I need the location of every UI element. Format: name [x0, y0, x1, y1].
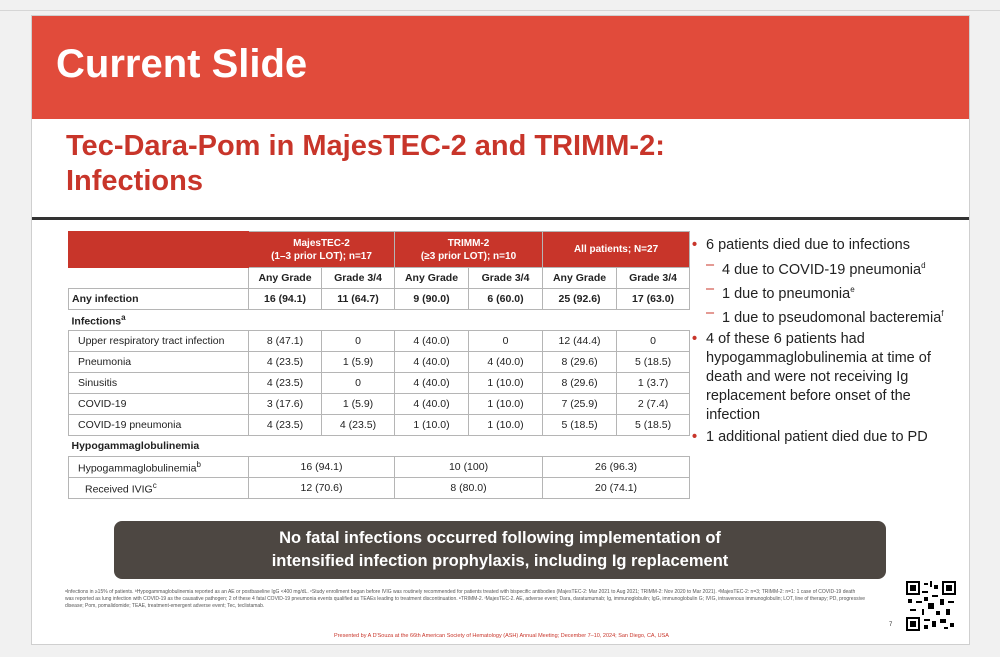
page-number: 7: [889, 622, 893, 628]
banner-line1: No fatal infections occurred following implementation of: [279, 529, 721, 547]
table-cell: 8 (29.6): [543, 373, 617, 394]
dash-icon: –: [706, 257, 715, 273]
table-cell: 8 (80.0): [395, 478, 543, 499]
key-message-banner: [114, 521, 886, 579]
sub-bullet-item: – 1 due to pseudomonal bacteremia$^f$: [706, 304, 944, 326]
table-row: [69, 415, 690, 436]
slide-title-line1: Tec-Dara-Pom in MajesTEC-2 and TRIMM-2:: [66, 130, 665, 162]
table-cell: 1 (10.0): [469, 394, 543, 415]
row-label: Pneumonia: [69, 352, 249, 373]
table-cell: 1 (10.0): [469, 373, 543, 394]
table-cell: 5 (18.5): [543, 415, 617, 436]
table-row: [69, 289, 690, 310]
table-cell: 9 (90.0): [395, 289, 469, 310]
table-cell: 25 (92.6): [543, 289, 617, 310]
table-cell: 4 (40.0): [395, 394, 469, 415]
table-cell: 12 (44.4): [543, 331, 617, 352]
infections-table: [68, 231, 690, 499]
table-cell: 11 (64.7): [322, 289, 395, 310]
table-cell: 26 (96.3): [543, 457, 690, 478]
slide-title-line2: Infections: [66, 165, 203, 197]
row-label: COVID-19: [69, 394, 249, 415]
section-label: Infections$^a$: [69, 310, 690, 331]
subheader-cell: Any Grade: [249, 268, 322, 289]
sub-bullet-item: – 1 due to pneumonia$^e$: [706, 280, 855, 302]
subheader-cell: Grade 3/4: [469, 268, 543, 289]
slide-card: [31, 15, 970, 645]
table-cell: 8 (47.1): [249, 331, 322, 352]
subheader-cell: Grade 3/4: [617, 268, 690, 289]
group-header-trimm: TRIMM-2 (≥3 prior LOT); n=10: [395, 232, 543, 268]
presented-by-line: Presented by A D'Souza at the 66th American Society of Hematology (ASH) Annual Meeting; December 7–10, 2024; San Diego, CA, USA: [334, 633, 669, 639]
dash-icon: –: [706, 280, 715, 297]
subheader-cell: Grade 3/4: [322, 268, 395, 289]
subheader-row: [69, 268, 690, 289]
bullet-dot-icon: •: [692, 331, 698, 348]
banner-line2: intensified infection prophylaxis, including Ig replacement: [271, 552, 729, 570]
row-label: Any infection: [69, 289, 249, 310]
table-cell: 4 (40.0): [395, 331, 469, 352]
table-cell: 4 (40.0): [395, 352, 469, 373]
row-label: Sinusitis: [69, 373, 249, 394]
table-cell: 6 (60.0): [469, 289, 543, 310]
section-label: Hypogammaglobulinemia: [69, 436, 690, 457]
table-cell: 17 (63.0): [617, 289, 690, 310]
table-cell: 12 (70.6): [249, 478, 395, 499]
table-cell: 1 (10.0): [469, 415, 543, 436]
table-cell: 4 (40.0): [395, 373, 469, 394]
footnote: ᵃInfections in ≥15% of patients. ᵇHypogammaglobulinemia reported as an AE or postbaseline IgG <400 mg/dL. ᶜStudy enrollment began before IVIG was routinely recommended for patients treated with bispecific antibodies (MajesTEC-2: Mar 2021 to Aug 2021; TRIMM-2: Nov 2020 to Mar 2021). ᵈMajesTEC-2: n=3; TRIMM-2: n=1: 1 case of COVID-19 death was reported as lung infection with COVID-19 as the causative pathogen; 2 of these 4 fatal COVID-19 pneumonia events qualified as TEAEs leading to treatment discontinuation. ᵉTRIMM-2. ᶠMajesTEC-2. AE, adverse event; Dara, daratumumab; Ig, immunoglobulin; IgG, immunoglobulin G; IVIG, intravenous immunoglobulin; LOT, line of therapy; PD, progressive disease; Pom, pomalidomide; TEAE, treatment-emergent adverse event; Tec, teclistamab.: [65, 589, 865, 609]
table-cell: 1 (3.7): [617, 373, 690, 394]
slide-title: [66, 129, 866, 199]
subheader-cell: Any Grade: [543, 268, 617, 289]
table-cell: 10 (100): [395, 457, 543, 478]
table-cell: 3 (17.6): [249, 394, 322, 415]
table-cell: 1 (5.9): [322, 352, 395, 373]
group-header-all: All patients; N=27: [543, 232, 690, 268]
header-title: Current Slide: [56, 42, 308, 86]
table-row: [69, 373, 690, 394]
table-cell: 2 (7.4): [617, 394, 690, 415]
bullet-item: • 4 of these 6 patients had hypogammaglobulinemia at time of death and were not receiving Ig replacement before onset of the infection: [692, 331, 931, 424]
table-cell: 5 (18.5): [617, 415, 690, 436]
table-cell: 16 (94.1): [249, 457, 395, 478]
qr-code-icon: [906, 581, 956, 631]
section-row-infections: [69, 310, 690, 331]
bullet-dot-icon: •: [692, 237, 698, 253]
table-cell: 0: [322, 331, 395, 352]
table-row: [69, 478, 690, 499]
bullet-item: • 6 patients died due to infections: [692, 237, 910, 253]
table-cell: 1 (5.9): [322, 394, 395, 415]
bullet-item: • 1 additional patient died due to PD: [692, 429, 928, 446]
table-cell: 5 (18.5): [617, 352, 690, 373]
top-divider: [0, 10, 1000, 11]
row-label: COVID-19 pneumonia: [69, 415, 249, 436]
subheader-blank: [69, 268, 249, 289]
bullet-list: [692, 236, 957, 448]
group-header-row: [69, 232, 690, 268]
table-cell: 8 (29.6): [543, 352, 617, 373]
table-row: [69, 352, 690, 373]
table-row: [69, 394, 690, 415]
table-cell: 7 (25.9): [543, 394, 617, 415]
table-cell: 0: [617, 331, 690, 352]
section-row-hypogammaglobulinemia: [69, 436, 690, 457]
row-label: Received IVIG$^c$: [69, 478, 249, 499]
table-row: [69, 457, 690, 478]
table-cell: 16 (94.1): [249, 289, 322, 310]
slide-header: [32, 16, 970, 119]
table-cell: 4 (23.5): [249, 373, 322, 394]
bullet-dot-icon: •: [692, 429, 698, 446]
table-cell: 4 (23.5): [249, 352, 322, 373]
sub-bullet-item: – 4 due to COVID-19 pneumonia$^d$: [706, 257, 926, 278]
dash-icon: –: [706, 304, 715, 321]
header-blank-cell: [69, 232, 249, 268]
table-cell: 20 (74.1): [543, 478, 690, 499]
row-label: Hypogammaglobulinemia$^b$: [69, 457, 249, 478]
table-cell: 4 (40.0): [469, 352, 543, 373]
table-cell: 4 (23.5): [249, 415, 322, 436]
table-cell: 0: [469, 331, 543, 352]
group-header-majestec: MajesTEC-2 (1–3 prior LOT); n=17: [249, 232, 395, 268]
subheader-cell: Any Grade: [395, 268, 469, 289]
table-cell: 1 (10.0): [395, 415, 469, 436]
title-divider: [32, 217, 970, 220]
table-row: [69, 331, 690, 352]
row-label: Upper respiratory tract infection: [69, 331, 249, 352]
table-cell: 4 (23.5): [322, 415, 395, 436]
table-cell: 0: [322, 373, 395, 394]
